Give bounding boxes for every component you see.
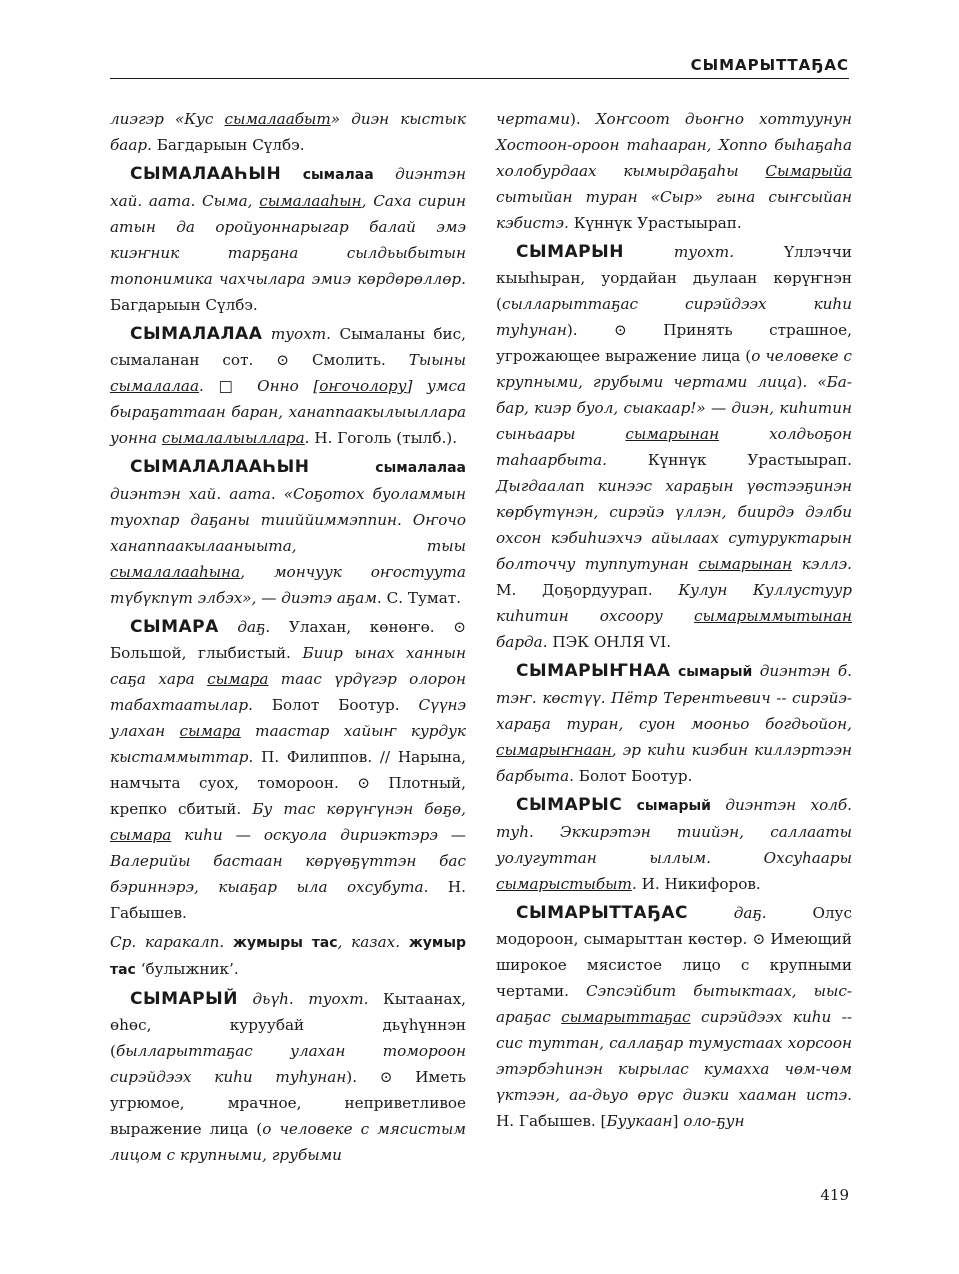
dictionary-entry [110, 929, 466, 983]
entry-text: Багдарыын Сүлбэ. [151, 136, 305, 154]
entry-text: И. Никифоров. [636, 875, 761, 893]
dictionary-entry [110, 106, 466, 158]
page-number: 419 [820, 1186, 849, 1204]
entry-text: сытыйан туран «Сыр» гына сыҥсыйан кэбистэ. [496, 188, 852, 232]
example-word: сымарынан [625, 425, 720, 443]
entry-text: Биир ынах ханнын саҕа хара [110, 644, 466, 688]
headword: СЫМАРЫТТАҔАС [516, 903, 688, 923]
entry-text: С. Тумат. [381, 589, 462, 607]
example-word: сымара [207, 670, 269, 688]
dictionary-entry [110, 986, 466, 1168]
entry-text: лиэгэр « [110, 110, 185, 128]
entry-text: барда. [496, 633, 548, 651]
headword: СЫМАЛАЛАА [130, 324, 263, 344]
entry-text: . [199, 377, 204, 395]
entry-text: былларыттаҕас улахан томороон сирэйдээх киһи туһунан [110, 1042, 466, 1086]
entry-text: сымарый [622, 798, 711, 814]
entry-text: туохт. [262, 325, 331, 343]
entry-text: ПЭК ОНЛЯ VI. [547, 633, 672, 651]
entry-text: Буукаан [606, 1112, 673, 1130]
entry-text: сирэйдээх киһи -- сис туттан, саллаҕар тумустаах хорсоон этэрбэһинэн кырылас кумахха чөм-чөм үктээн, аа-дьуо өрүс диэки хааман истэ. [496, 1008, 852, 1104]
entry-text: Болот Боотур. [573, 767, 693, 785]
entry-text: ). ⊙ Иметь угрюмое, мрачное, неприветливое выражение лица ( [110, 1068, 466, 1138]
example-word: сымарынан [698, 555, 793, 573]
entry-text: Сүүнэ улахан [110, 696, 466, 740]
entry-text: жумыры тас [233, 935, 338, 951]
entry-text: Н. Гоголь (тылб.). [309, 429, 458, 447]
entry-text: кэллэ. [792, 555, 852, 573]
entry-text: Күннүк Урастыырап. [568, 214, 742, 232]
dictionary-entry [496, 239, 852, 655]
entry-text: Олус модороон, сымарыттан көстөр. ⊙ Имеющий широкое мясистое лицо с крупными чертами. [496, 904, 852, 1000]
entry-text: . [631, 875, 637, 893]
entry-text: о человеке с мясистым лицом с крупными, грубыми [110, 1120, 467, 1164]
example-word: сымарыммытынан [693, 607, 852, 625]
entry-text: Сэпсэйбит бытыктаах, ыыс-араҕас [496, 982, 852, 1026]
headword: СЫМАРЫН [516, 242, 624, 262]
entry-text: Ср. каракалп. [110, 933, 234, 951]
entry-text: Н. Габышев. [ [496, 1112, 607, 1130]
entry-text: ] умса быраҕаттаан баран, ханаппаакылыыллара уонна [110, 377, 467, 447]
headword: СЫМАРЫЙ [130, 989, 238, 1009]
example-word: сымалалаа [110, 377, 200, 395]
example-word: сымарыттаҕас [561, 1008, 691, 1026]
entry-text: ). [570, 110, 596, 128]
entry-text: Үллэччи кыыһыран, уордайан дьулаан көрүҥнэн ( [496, 243, 852, 313]
entry-text: , Саха сирин атын да оройуоннарыгар балай эмэ киэҥник тарҕана сылдьыбытын топонимика чахчылара эмиэ көрдөрөллөр. [110, 192, 466, 288]
headword: СЫМАЛААҺЫН [130, 164, 282, 184]
dictionary-entry [496, 106, 852, 236]
example-word: сымалалааһына [110, 563, 241, 581]
dictionary-entry [496, 792, 852, 897]
entry-text: диэнтэн холб. туһ. Эккирэтэн тиийэн, саллааты уолугуттан ыллым. Охсуһаары [496, 796, 852, 867]
entry-text: таастар хайыҥ курдук кыстаммыттар. [110, 722, 466, 766]
dictionary-entry [110, 614, 466, 926]
dictionary-entry [110, 454, 466, 611]
entry-text: Кус [184, 110, 225, 128]
example-word: сымалаабыт [224, 110, 331, 128]
example-word: сымарыҥнаан [496, 741, 612, 759]
entry-text: даҕ. [218, 618, 271, 636]
dictionary-entry [496, 658, 852, 789]
entry-text: сымарый [670, 664, 753, 680]
entry-text: Кулун Куллустуур киһитин охсоору [496, 581, 852, 625]
entry-text: ] [672, 1112, 684, 1130]
example-word: сымара [179, 722, 241, 740]
entry-text: дьүһ. туохт. [237, 990, 369, 1008]
entry-text: П. Филиппов. // Нарына, намчыта суох, томороон. ⊙ Плотный, крепко сбитый. [110, 748, 466, 818]
entry-text: о человеке с крупными, грубыми чертами лица [496, 347, 852, 391]
entry-text: чертами [496, 110, 570, 128]
example-word: сымара [110, 826, 172, 844]
entry-text: диэнтэн хай. аата. [110, 165, 466, 210]
entry-text: Улахан, көнөҥө. ⊙ Большой, глыбистый. [110, 618, 466, 662]
entry-text: «Ба-бар, киэр буол, сыакаар!» — диэн, киһитин сыньаары [496, 373, 852, 443]
entry-text: оло- [683, 1112, 717, 1130]
entry-text: сымалаа [281, 167, 374, 183]
headword: СЫМАРЫС [516, 795, 623, 815]
entry-text: диэнтэн хай. аата. «Соҕотох буоламмын туохпар даҕаны тииййиммэппин. Оҥочо ханаппаакылааныыта, тыы [110, 485, 466, 555]
entry-text: Н. Габышев. [110, 878, 466, 922]
dictionary-entry [496, 900, 852, 1134]
entry-text: . [304, 429, 310, 447]
entry-text: ҕун [716, 1112, 745, 1130]
entry-text: М. Доҕордуурап. [496, 581, 679, 599]
dictionary-entry [110, 161, 466, 318]
entry-text: □ [203, 377, 258, 395]
entry-text: даҕ. [687, 904, 767, 922]
left-column [110, 106, 466, 1171]
entry-text: ). [796, 373, 818, 391]
entry-text: Багдарыын Сүлбэ. [110, 296, 258, 314]
entry-text: » диэн кыстык баар. [110, 110, 467, 154]
entry-text: туохт. [623, 243, 735, 261]
entry-text: Дыгдаалап кинээс хараҕын үөстээҕинэн көрбүтүнэн, сирэйэ үллэн, биирдэ дэлби охсон кэбиһиэхчэ айылаах сутуруктарын болточчу туппутунан [496, 477, 852, 573]
headword: СЫМАЛАЛААҺЫН [130, 457, 310, 477]
headword: СЫМАРЫҤНАА [516, 661, 671, 681]
headword: СЫМАРА [130, 617, 219, 637]
right-column [496, 106, 852, 1137]
entry-text: ‘булыжник’. [135, 960, 239, 978]
running-head: СЫМАРЫТТАҔАС [690, 56, 849, 74]
dictionary-entry [110, 321, 466, 451]
entry-text: жумыр тас [110, 935, 466, 978]
entry-text: Хоҥсоот дьоҥно хоттуунун Хостоон-ороон таһааран, Хоппо быһаҕаһа холобурдаах кымырдаҕаһы [496, 110, 852, 180]
entry-text: , казах. [337, 933, 409, 951]
entry-text: Бу тас көрүҥүнэн бөҕө, [252, 800, 466, 818]
entry-text: Онно [ [257, 377, 320, 395]
entry-text: Тыыны [408, 351, 466, 369]
entry-text: сымалалаа [309, 460, 466, 476]
entry-text: Сымаланы бис, сымаланан сот. ⊙ Смолить. [110, 325, 466, 369]
example-word: сымалааһын [259, 192, 362, 210]
example-word: сымалалыыллара [161, 429, 305, 447]
entry-text: киһи — оскуола дириэктэрэ — Валерийы бастаан көрүөҕүттэн бас бэриннэрэ, кыаҕар ыла охсубута. [110, 826, 466, 896]
entry-text: , эр киһи киэбин киллэртээн барбыта. [496, 741, 852, 785]
entry-text: таас үрдүгэр олорон табахтаатылар. [110, 670, 466, 714]
entry-text: Болот Боотур. [252, 696, 419, 714]
entry-text: холдьоҕон таһаарбыта. [496, 425, 852, 469]
entry-text: Кытаанах, өһөс, куруубай дьүһүннэн ( [110, 990, 466, 1060]
entry-text: Сыма, [195, 192, 260, 210]
entry-text: сылларыттаҕас сирэйдээх киһи туһунан [496, 295, 852, 339]
entry-text: диэнтэн б. тэҥ. көстүү. Пётр Терентьевич -- сирэйэ-хараҕа туран, суон мооньо богдьойон, [496, 662, 852, 733]
example-word: сымарыстыбыт [496, 875, 632, 893]
entry-text: ). ⊙ Принять страшное, угрожающее выражение лица ( [496, 321, 852, 365]
entry-text: , мончуук оҥостуута түбүкпүт элбэх», — диэтэ аҕам. [110, 563, 466, 607]
example-word: Сымарыйа [765, 162, 852, 180]
header-rule [110, 78, 849, 79]
entry-text: Күннүк Урастыырап. [607, 451, 852, 469]
example-word: оҥочолору [319, 377, 407, 395]
